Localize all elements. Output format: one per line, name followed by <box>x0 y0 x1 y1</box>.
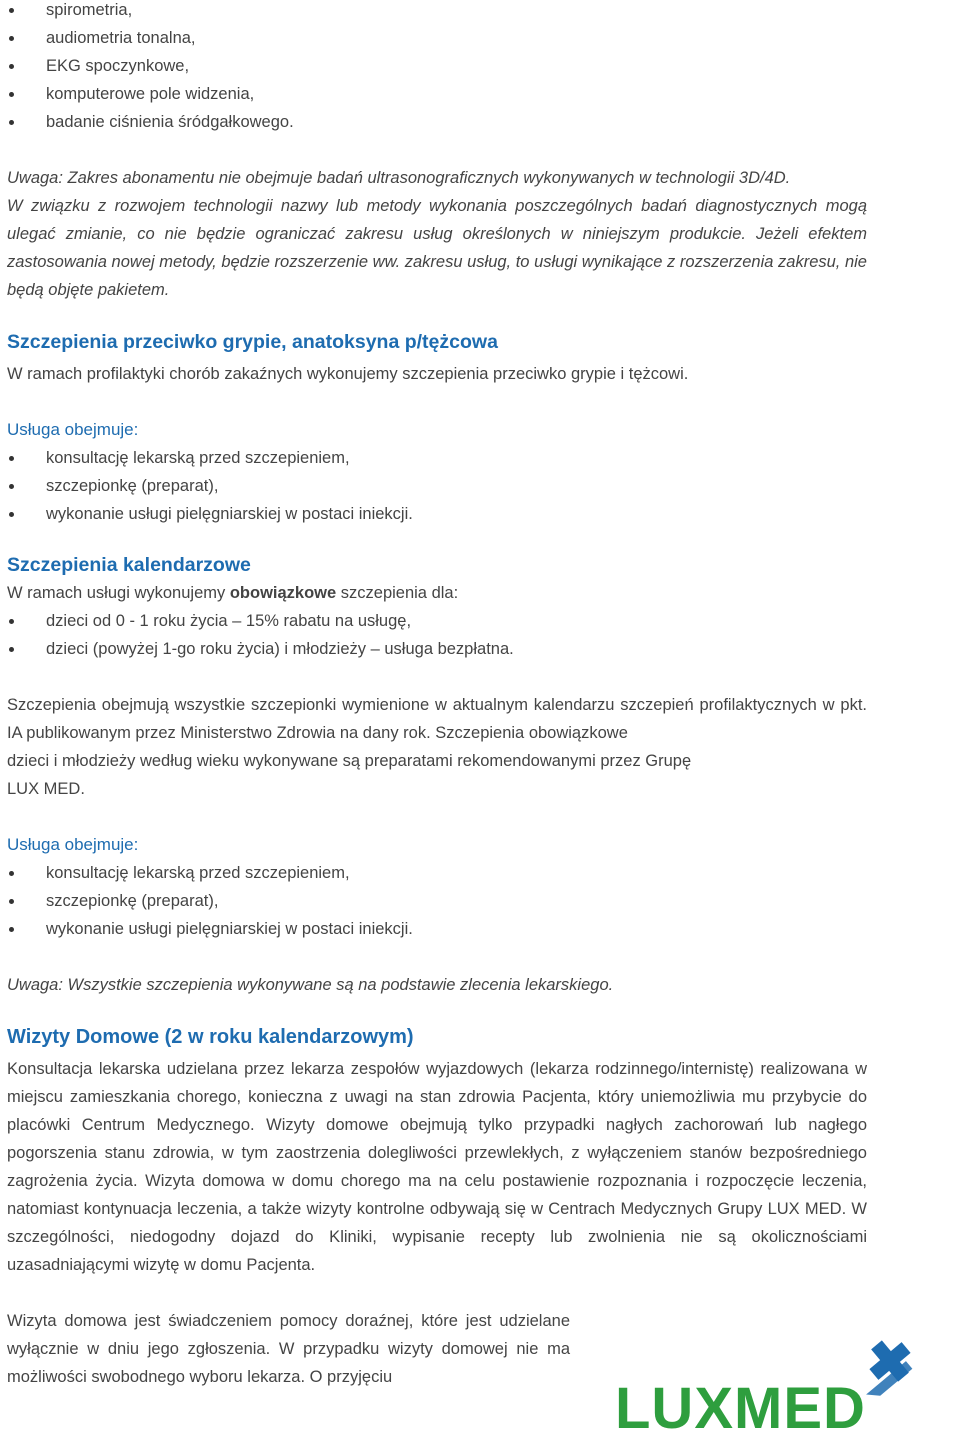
calendar-intro-post: szczepienia dla: <box>336 584 459 602</box>
list-item: szczepionkę (preparat), <box>7 887 867 915</box>
flu-service-list <box>7 444 867 528</box>
calendar-paragraph-line: dzieci i młodzieży według wieku wykonywane są preparatami rekomendowanymi przez Grupę <box>7 752 692 770</box>
vaccination-note: Uwaga: Wszystkie szczepienia wykonywane są na podstawie zlecenia lekarskiego. <box>7 976 614 994</box>
list-item: konsultację lekarską przed szczepieniem, <box>7 444 867 472</box>
luxmed-cross-icon <box>860 1336 919 1402</box>
list-item: konsultację lekarską przed szczepieniem, <box>7 859 867 887</box>
calendar-service-list <box>7 859 867 943</box>
home-visits-heading: Wizyty Domowe (2 w roku kalendarzowym) <box>7 1026 414 1048</box>
luxmed-logo <box>615 1336 935 1436</box>
home-visits-paragraph: Konsultacja lekarska udzielana przez lekarza zespołów wyjazdowych (lekarza rodzinnego/internistę) realizowana w miejscu zamieszkania chorego, konieczna z uwagi na stan zdrowia Pacjenta, który uniemożliwia mu przybycie do placówki Centrum Medycznego. Wizyty domowe obejmują tylko przypadki nagłych zachorowań lub nagłego pogorszenia stanu zdrowia, w tym zaostrzenia dolegliwości przewlekłych, z wyłączeniem stanów bezpośredniego zagrożenia życia. Wizyta domowa w domu chorego ma na celu postawienie rozpoznania i rozpoczęcie leczenia, natomiast kontynuacja leczenia, a także wizyty kontrolne odbywają się w Centrach Medycznych Grupy LUX MED. W szczególności, niedogodny dojazd do Kliniki, wypisanie recepty lub zwolnienia nie są okolicznościami uzasadniającymi wizytę w domu Pacjenta. <box>7 1060 867 1274</box>
calendar-heading: Szczepienia kalendarzowe <box>7 554 251 576</box>
list-item: dzieci (powyżej 1-go roku życia) i młodzieży – usługa bezpłatna. <box>7 635 867 663</box>
calendar-intro <box>7 579 867 607</box>
calendar-intro-bold: obowiązkowe <box>229 584 337 602</box>
flu-text: W ramach profilaktyki chorób zakaźnych wykonujemy szczepienia przeciwko grypie i tężcowi. <box>7 365 689 383</box>
list-item: spirometria, <box>7 0 867 24</box>
technology-note: W związku z rozwojem technologii nazwy lub metody wykonania poszczególnych badań diagnostycznych mogą ulegać zmianie, co nie będzie ograniczać zakresu usług określonych w niniejszym produkcie. Jeżeli efektem zastosowania nowej metody, będzie rozszerzenie ww. zakresu usług, to usługi wynikające z rozszerzenia zakresu, nie będą objęte pakietem. <box>7 197 867 299</box>
list-item: EKG spoczynkowe, <box>7 52 867 80</box>
list-item: audiometria tonalna, <box>7 24 867 52</box>
calendar-intro-pre: W ramach usługi wykonujemy <box>7 584 230 602</box>
intro-list <box>7 0 867 136</box>
calendar-paragraph: Szczepienia obejmują wszystkie szczepionki wymienione w aktualnym kalendarzu szczepień profilaktycznych w pkt. IA publikowanym przez Ministerstwo Zdrowia na dany rok. Szczepienia obowiązkowe <box>7 696 867 742</box>
list-item: szczepionkę (preparat), <box>7 472 867 500</box>
list-item: badanie ciśnienia śródgałkowego. <box>7 108 867 136</box>
home-visits-paragraph-2: Wizyta domowa jest świadczeniem pomocy doraźnej, które jest udzielane wyłącznie w dniu jego zgłoszenia. W przypadku wizyty domowej nie ma możliwości swobodnego wyboru lekarza. O przyjęciu <box>7 1312 570 1386</box>
scope-note: Uwaga: Zakres abonamentu nie obejmuje badań ultrasonograficznych wykonywanych w technologii 3D/4D. <box>7 169 791 187</box>
calendar-list <box>7 607 867 663</box>
calendar-paragraph-line: LUX MED. <box>7 780 85 798</box>
flu-heading: Szczepienia przeciwko grypie, anatoksyna p/tężcowa <box>7 331 498 353</box>
list-item: wykonanie usługi pielęgniarskiej w postaci iniekcji. <box>7 915 867 943</box>
calendar-service-label: Usługa obejmuje: <box>7 835 139 854</box>
list-item: komputerowe pole widzenia, <box>7 80 867 108</box>
luxmed-logo-text: LUXMED <box>615 1376 866 1436</box>
flu-service-label: Usługa obejmuje: <box>7 420 139 439</box>
list-item: dzieci od 0 - 1 roku życia – 15% rabatu na usługę, <box>7 607 867 635</box>
list-item: wykonanie usługi pielęgniarskiej w postaci iniekcji. <box>7 500 867 528</box>
